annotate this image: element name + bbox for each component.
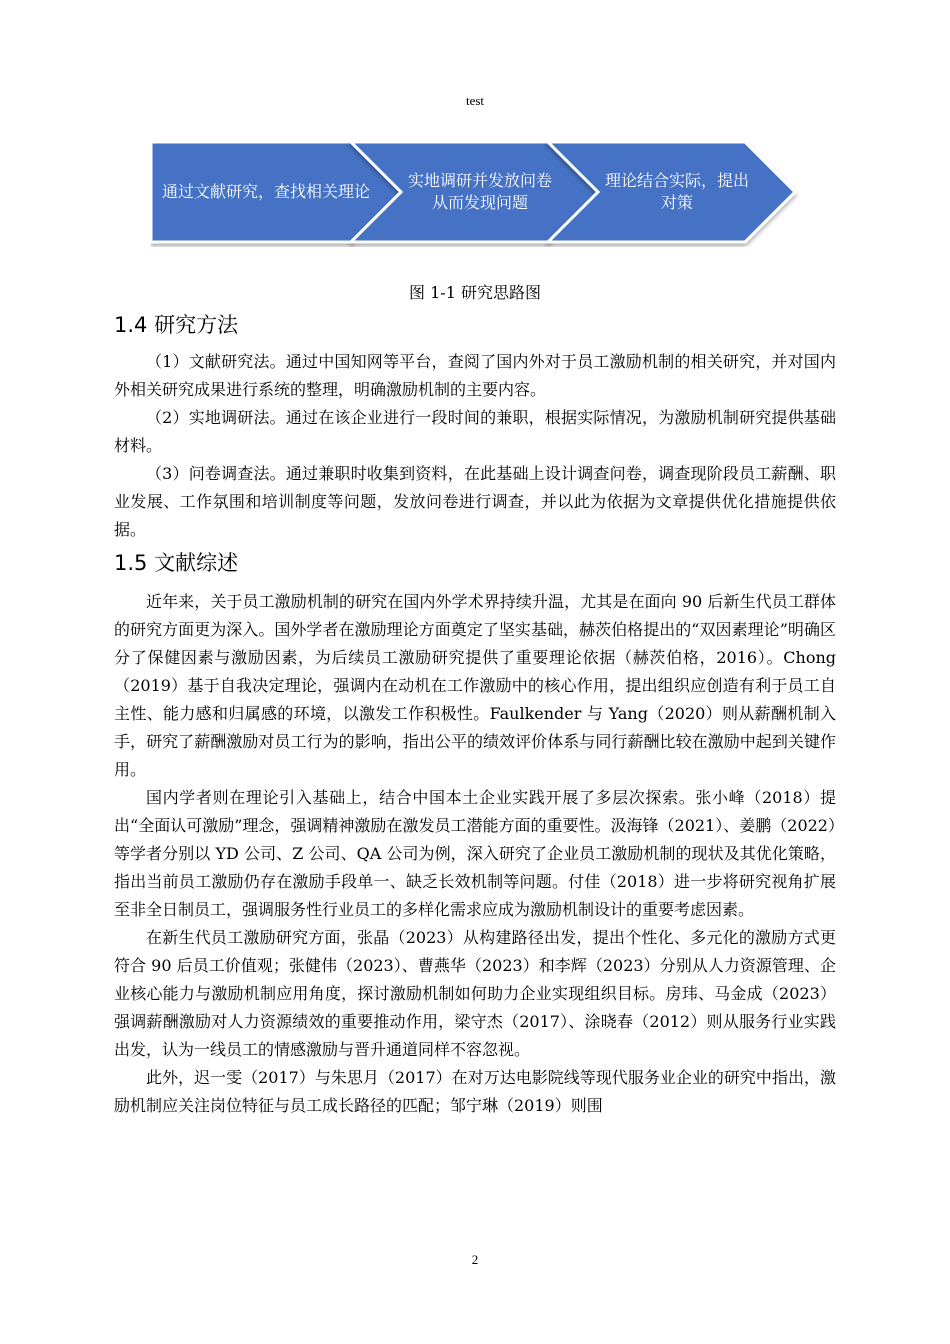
page-header: test: [465, 93, 485, 108]
section-1-5-body: [114, 588, 836, 1120]
paragraph: 此外，迟一雯（2017）与朱思月（2017）在对万达电影院线等现代服务业企业的研究中指出，激励机制应关注岗位特征与员工成长路径的匹配；邹宁琳（2019）则围: [114, 1068, 836, 1115]
flow-step-3-label: 理论结合实际，提出对策: [604, 171, 749, 212]
section-1-4-title: 1.4 研究方法: [114, 313, 239, 337]
paragraph: （2）实地调研法。通过在该企业进行一段时间的兼职，根据实际情况，为激励机制研究提供基础材料。: [114, 408, 836, 455]
flow-step-1-label: 通过文献研究，查找相关理论: [161, 182, 370, 201]
paragraph: 在新生代员工激励研究方面，张晶（2023）从构建路径出发，提出个性化、多元化的激励方式更符合 90 后员工价值观；张健伟（2023）、曹燕华（2023）和李辉（2023）分别从人力资源管理、企业核心能力与激励机制应用角度，探讨激励机制如何助力企业实现组织目标。房玮、马金成（2023）强调薪酬激励对人力资源绩效的重要推动作用，梁守杰（2017）、涂晓春（2012）则从服务行业实践出发，认为一线员工的情感激励与晋升通道同样不容忽视。: [114, 928, 836, 1059]
figure-caption: 图 1-1 研究思路图: [409, 283, 541, 302]
paragraph: （1）文献研究法。通过中国知网等平台，查阅了国内外对于员工激励机制的相关研究，并对国内外相关研究成果进行系统的整理，明确激励机制的主要内容。: [114, 352, 836, 399]
research-flowchart: [151, 142, 801, 247]
paragraph: 近年来，关于员工激励机制的研究在国内外学术界持续升温，尤其是在面向 90 后新生代员工群体的研究方面更为深入。国外学者在激励理论方面奠定了坚实基础，赫茨伯格提出的“双因素理论”明确区分了保健因素与激励因素，为后续员工激励研究提供了重要理论依据（赫茨伯格，2016）。Chong（2019）基于自我决定理论，强调内在动机在工作激励中的核心作用，提出组织应创造有利于员工自主性、能力感和归属感的环境，以激发工作积极性。Faulkender 与 Yang（2020）则从薪酬机制入手，研究了薪酬激励对员工行为的影响，指出公平的绩效评价体系与同行薪酬比较在激励中起到关键作用。: [114, 592, 836, 779]
page-number: 2: [471, 1252, 479, 1267]
section-1-5-title: 1.5 文献综述: [114, 551, 239, 575]
flow-step-2-label: 实地调研并发放问卷从而发现问题: [407, 171, 552, 212]
section-1-4-body: [114, 348, 836, 544]
paragraph: （3）问卷调查法。通过兼职时收集到资料，在此基础上设计调查问卷，调查现阶段员工薪酬、职业发展、工作氛围和培训制度等问题，发放问卷进行调查，并以此为依据为文章提供优化措施提供依据。: [114, 464, 836, 539]
paragraph: 国内学者则在理论引入基础上，结合中国本土企业实践开展了多层次探索。张小峰（2018）提出“全面认可激励”理念，强调精神激励在激发员工潜能方面的重要性。汲海锋（2021）、姜鹏（2022）等学者分别以 YD 公司、Z 公司、QA 公司为例，深入研究了企业员工激励机制的现状及其优化策略，指出当前员工激励仍存在激励手段单一、缺乏长效机制等问题。付佳（2018）进一步将研究视角扩展至非全日制员工，强调服务性行业员工的多样化需求应成为激励机制设计的重要考虑因素。: [114, 788, 836, 919]
